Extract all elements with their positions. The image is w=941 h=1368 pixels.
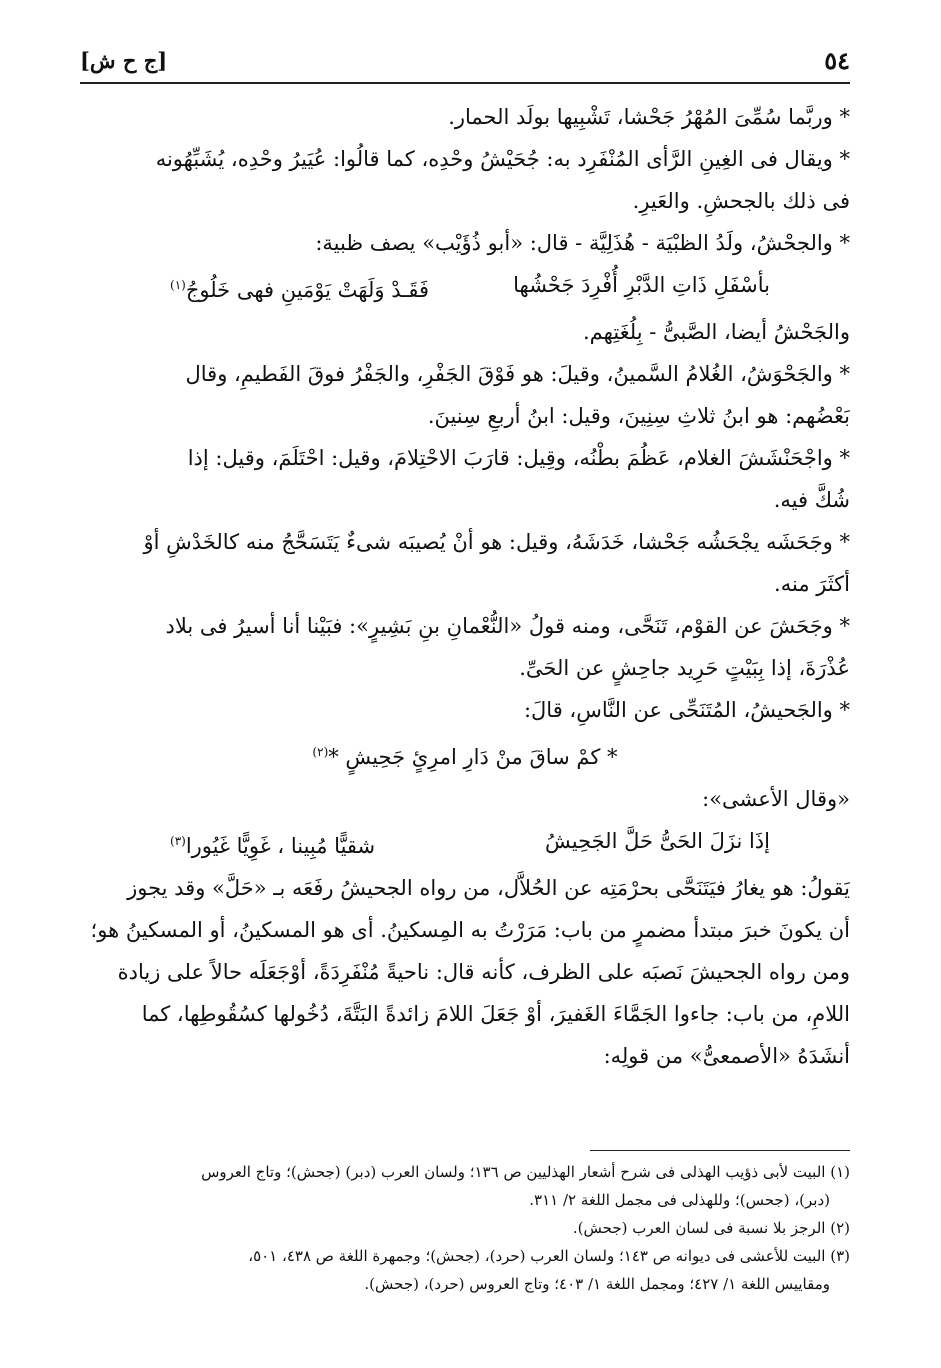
footnote-marker: (١): [170, 278, 186, 292]
verse-hemistich-right: إذَا نزَلَ الحَىُّ حَلَّ الجَحِيشُ: [544, 829, 770, 853]
text-line: «وقال الأعشى»:: [702, 787, 850, 811]
text-line: بَعْضُهم: هو ابنُ ثلاثِ سِنِينَ، وقيل: ابنُ أربعِ سِنينَ.: [427, 404, 850, 428]
verse-hemistich-left: فَقَـدْ وَلَهَتْ يَوْمَينِ فهى خَلُوجُ$^{(١)}$: [170, 278, 430, 302]
text-line: * وربَّما سُمِّىَ المُهْرُ جَحْشا، تَشْبِيها بولَد الحمار.: [448, 105, 850, 129]
main-text: [80, 96, 850, 1077]
page-number: ٥٤: [824, 45, 850, 75]
footnote-2: (٢) الرجز بلا نسبة فى لسان العرب (جحش).: [572, 1219, 850, 1237]
verse-line-2: * كمْ ساقَ منْ دَارِ امرِئٍ جَحِيشٍ *$^{(٢)}$: [312, 745, 618, 769]
text-line: أن يكونَ خبرَ مبتدأ مضمرٍ من باب: مَرَرْتُ به المِسكينُ. أى هو المسكينُ، أو المسكينُ هو؛: [90, 918, 850, 942]
text-line: * واجْحَنْشَشَ الغلام، عَظُمَ بطْنُه، وقِيل: قارَبَ الاحْتِلامَ، وقيل: احْتَلَمَ، وقيل: إذا: [187, 446, 850, 470]
text-line: يَقولُ: هو يغارُ فيَتَنَحَّى بحرْمَتِه عن الحُلاَّل، من رواه الجحيشُ رفَعَه بـ «حَلَّ» وقد يجوز: [127, 876, 850, 900]
footnote-divider: [590, 1150, 850, 1151]
text-line: * والجَحْوَشُ، الغُلامُ السَّمينُ، وقيلَ: هو فَوْقَ الجَفْرِ، والجَفْرُ فوقَ الفَطيمِ، وقال: [185, 362, 850, 386]
text-line: ومن رواه الجحيشَ نَصبَه على الظرف، كأنه قال: ناحيةً مُنْفَرِدَةً، أوْجَعَلَه حالاً على زيادة: [117, 960, 850, 984]
footnote-1-continued: (دبر)، (جحس)؛ وللهذلى فى مجمل اللغة ٢/ ٣١١.: [529, 1191, 830, 1209]
text-line: عُذْرَةَ، إذا بِبَيْتٍ حَرِيد جاحِشٍ عن الحَىِّ.: [519, 656, 850, 680]
footnotes: [80, 1158, 850, 1298]
verse-line-1: [80, 264, 850, 311]
text-line: * والجحْشُ، ولَدُ الظبْيَة - هُذَلِيَّة - قال: «أبو ذُؤَيْب» يصف ظبية:: [315, 231, 850, 255]
text-line: * والجَحيشُ، المُتَنَحِّى عن النَّاسِ، قالَ:: [523, 698, 850, 722]
footnote-3: (٣) البيت للأعشى فى ديوانه ص ١٤٣؛ ولسان العرب (حرد)، (جحش)؛ وجمهرة اللغة ص ٤٣٨، ٥٠١،: [248, 1247, 850, 1265]
footnote-1: (١) البيت لأبى ذؤيب الهذلى فى شرح أشعار الهذليين ص ١٣٦؛ ولسان العرب (دبر) (جحش)؛ وتاج العروس: [201, 1163, 850, 1181]
text-line: والجَحْشُ أيضا، الصَّبىُّ - بِلُغَتِهم.: [582, 320, 850, 344]
text-line: شُكَّ فيه.: [773, 488, 850, 512]
verse-line-3: [80, 820, 850, 867]
root-tag: [ج ح ش]: [80, 47, 168, 73]
page-header: [80, 40, 850, 80]
footnote-marker: (٢): [312, 745, 329, 759]
footnote-marker: (٣): [170, 834, 186, 848]
verse-hemistich-right: بأسْفَلِ ذَاتِ الدَّبْرِ أُفْرِدَ جَحْشُها: [513, 273, 770, 297]
text-line: أكثَرَ منه.: [774, 572, 850, 596]
footnote-3-continued: ومقاييس اللغة ١/ ٤٢٧؛ ومجمل اللغة ١/ ٤٠٣؛ وتاج العروس (حرد)، (جحش).: [364, 1275, 830, 1293]
verse-hemistich-left: شقيًّا مُبِينا ، غَوِيًّا غَيُورا$^{(٣)}$: [170, 834, 376, 858]
text-line: اللامِ، من باب: جاءوا الجَمَّاءَ الغَفيرَ، أوْ جَعَلَ اللامَ زائدةً البَتَّةَ، دُخُولها كسُقُوطِها، كما: [141, 1002, 850, 1026]
text-line: * وجَحَشَ عن القوْم، تَنَحَّى، ومنه قولُ «النُّعْمانِ بنِ بَشِيرٍ»: فبَيْنا أنا أسيرُ فى بلاد: [165, 614, 850, 638]
header-divider: [80, 82, 850, 84]
text-line: * ويقال فى الغِينِ الرَّأى المُنْفَرِد به: جُحَيْشُ وحْدِه، كما قالُوا: عُيَيرُ وحْدِه، يُشَبِّهُونه: [155, 147, 850, 171]
text-line: فى ذلك بالجحشِ. والعَيرِ.: [632, 189, 850, 213]
text-line: * وجَحَشَه يجْحَشُه جَحْشا، خَدَشَهُ، وقيل: هو أنْ يُصيبَه شىءٌ يَتَسَحَّجُ منه كالخَدْشِ أوْ: [143, 530, 850, 554]
text-line: أنشَدَهُ «الأصمعىُّ» من قولِه:: [603, 1044, 850, 1068]
